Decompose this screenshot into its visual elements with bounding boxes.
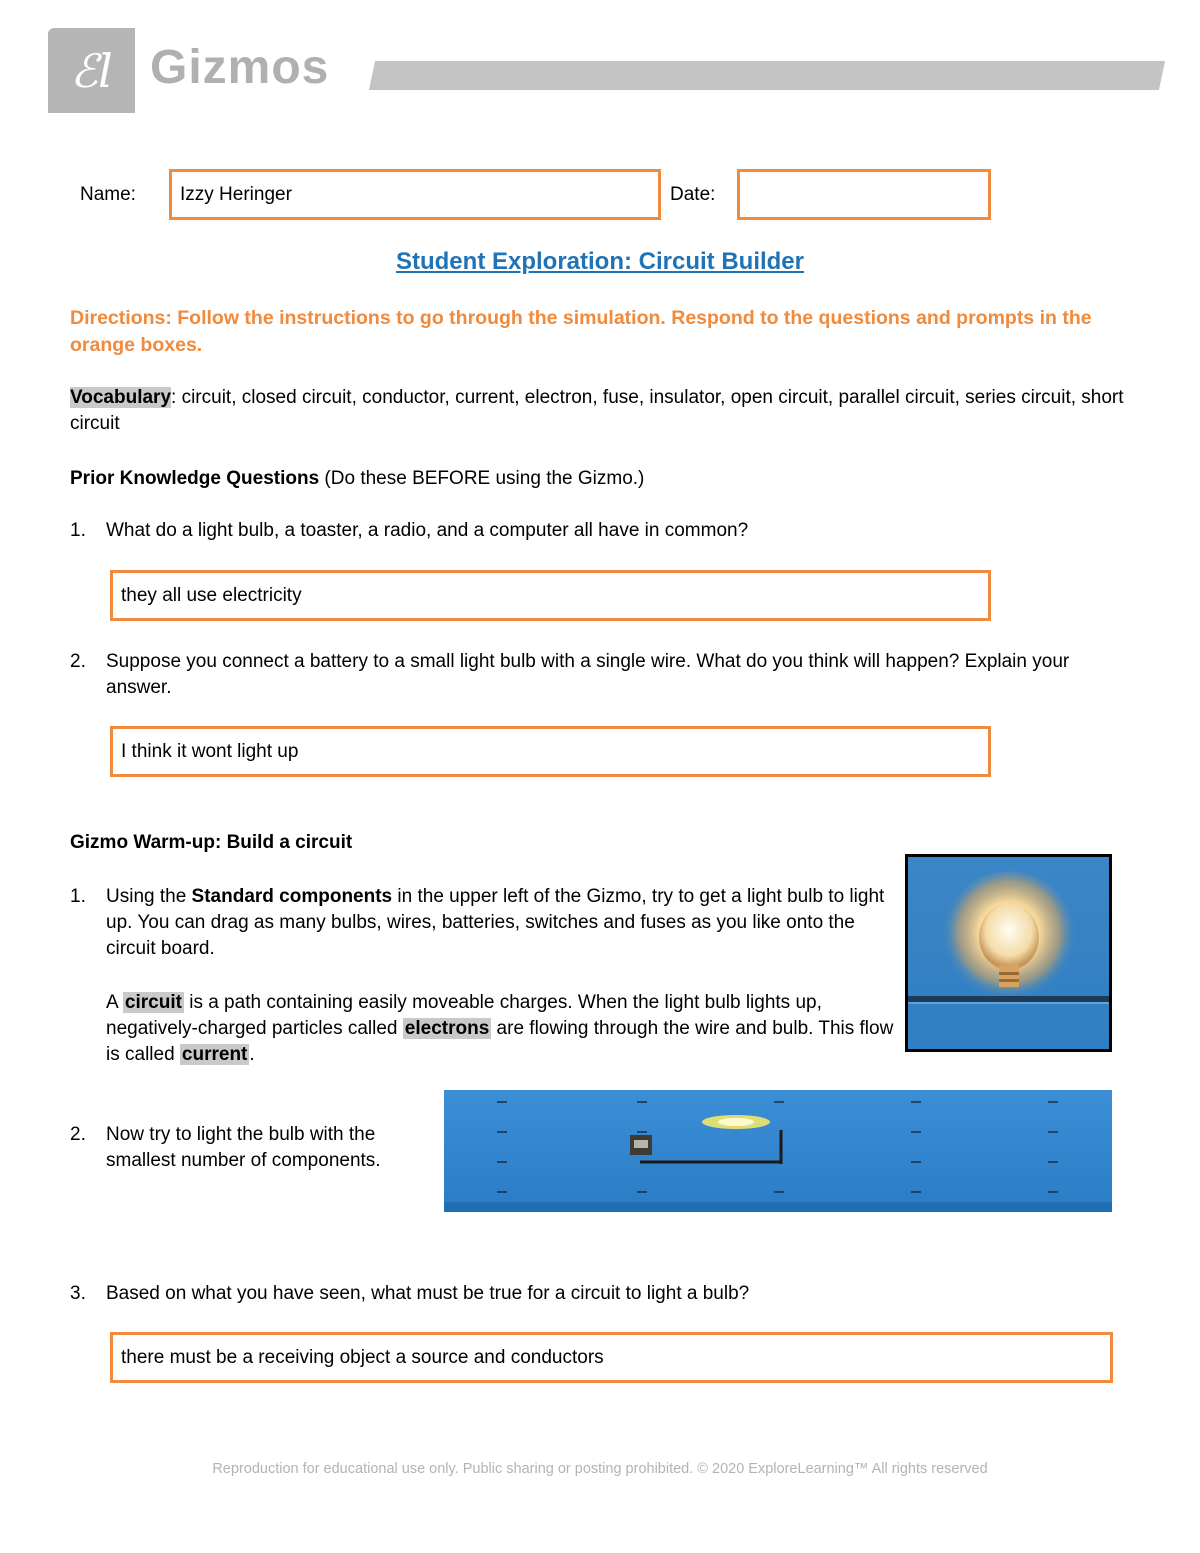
lit-bulb-icon — [908, 857, 1109, 1049]
definition-text-a: A — [106, 992, 123, 1013]
term-current: current — [181, 1044, 248, 1065]
pk-q1-answer: they all use electricity — [121, 584, 302, 606]
vocabulary-paragraph — [70, 385, 1130, 437]
warmup-q3-answer-box[interactable] — [110, 1332, 1113, 1383]
date-label: Date: — [670, 184, 716, 205]
warmup-q1-number: 1. — [70, 886, 86, 907]
pk-q2-answer: I think it wont light up — [121, 740, 299, 762]
name-value: Izzy Heringer — [180, 183, 292, 205]
pk-q1-number: 1. — [70, 520, 86, 541]
term-electrons: electrons — [404, 1018, 490, 1039]
warmup-q3-number: 3. — [70, 1283, 86, 1304]
vocabulary-terms: : circuit, closed circuit, conductor, current, electron, fuse, insulator, open circuit, parallel circuit, series circuit, short circuit — [70, 387, 1124, 434]
warmup-q1-text-a: Using the — [106, 886, 192, 907]
pk-q1-text: What do a light bulb, a toaster, a radio, and a computer all have in common? — [106, 520, 749, 541]
page-title: Student Exploration: Circuit Builder — [395, 248, 804, 275]
pk-q1-answer-box[interactable] — [110, 570, 991, 621]
warmup-q3-text: Based on what you have seen, what must be true for a circuit to light a bulb? — [106, 1283, 750, 1304]
circuit-board-image — [444, 1090, 1112, 1212]
date-field[interactable] — [737, 169, 991, 220]
term-circuit: circuit — [124, 992, 182, 1013]
name-label: Name: — [80, 184, 136, 205]
prior-knowledge-heading — [70, 466, 644, 492]
lit-bulb-image — [905, 854, 1112, 1052]
gizmos-wordmark: Gizmos — [150, 41, 330, 94]
circuit-definition-paragraph — [106, 990, 896, 1068]
warmup-q1-text — [106, 884, 891, 962]
pk-q2-answer-box[interactable] — [110, 726, 991, 777]
warmup-q2-text: Now try to light the bulb with the smallest number of components. — [106, 1124, 381, 1171]
logo-mark: ℰl — [70, 43, 113, 98]
definition-text-b: is a path containing easily moveable charges. When the light bulb lights up, negatively-charged particles called — [106, 992, 822, 1039]
explorelearning-logo — [48, 28, 135, 113]
standard-components-term: Standard components — [191, 886, 393, 907]
warmup-q2-number: 2. — [70, 1124, 86, 1145]
prior-knowledge-title: Prior Knowledge Questions — [70, 468, 320, 489]
vocabulary-label: Vocabulary — [70, 387, 172, 408]
circuit-drawing — [444, 1090, 1112, 1212]
prior-knowledge-note: (Do these BEFORE using the Gizmo.) — [319, 468, 645, 489]
name-field[interactable] — [169, 169, 661, 220]
pk-q2-number: 2. — [70, 651, 86, 672]
definition-text-d: . — [249, 1044, 255, 1065]
warmup-q3-answer: there must be a receiving object a source and conductors — [121, 1346, 604, 1368]
copyright-footer: Reproduction for educational use only. Public sharing or posting prohibited. © 2020 ExploreLearning™ All rights reserved — [212, 1461, 988, 1477]
directions-text: Directions: Follow the instructions to go through the simulation. Respond to the questions and prompts in the orange boxes. — [70, 307, 1092, 356]
pk-q2-text: Suppose you connect a battery to a small light bulb with a single wire. What do you think will happen? Explain your answer. — [106, 651, 1070, 698]
definition-text-c: are flowing through the wire and bulb. This flow is called — [106, 1018, 894, 1065]
header-bar — [369, 61, 1165, 90]
warmup-heading: Gizmo Warm-up: Build a circuit — [70, 832, 353, 853]
warmup-q1-text-b: in the upper left of the Gizmo, try to get a light bulb to light up. You can drag as many bulbs, wires, batteries, switches and fuses as you like onto the circuit board. — [106, 886, 885, 959]
